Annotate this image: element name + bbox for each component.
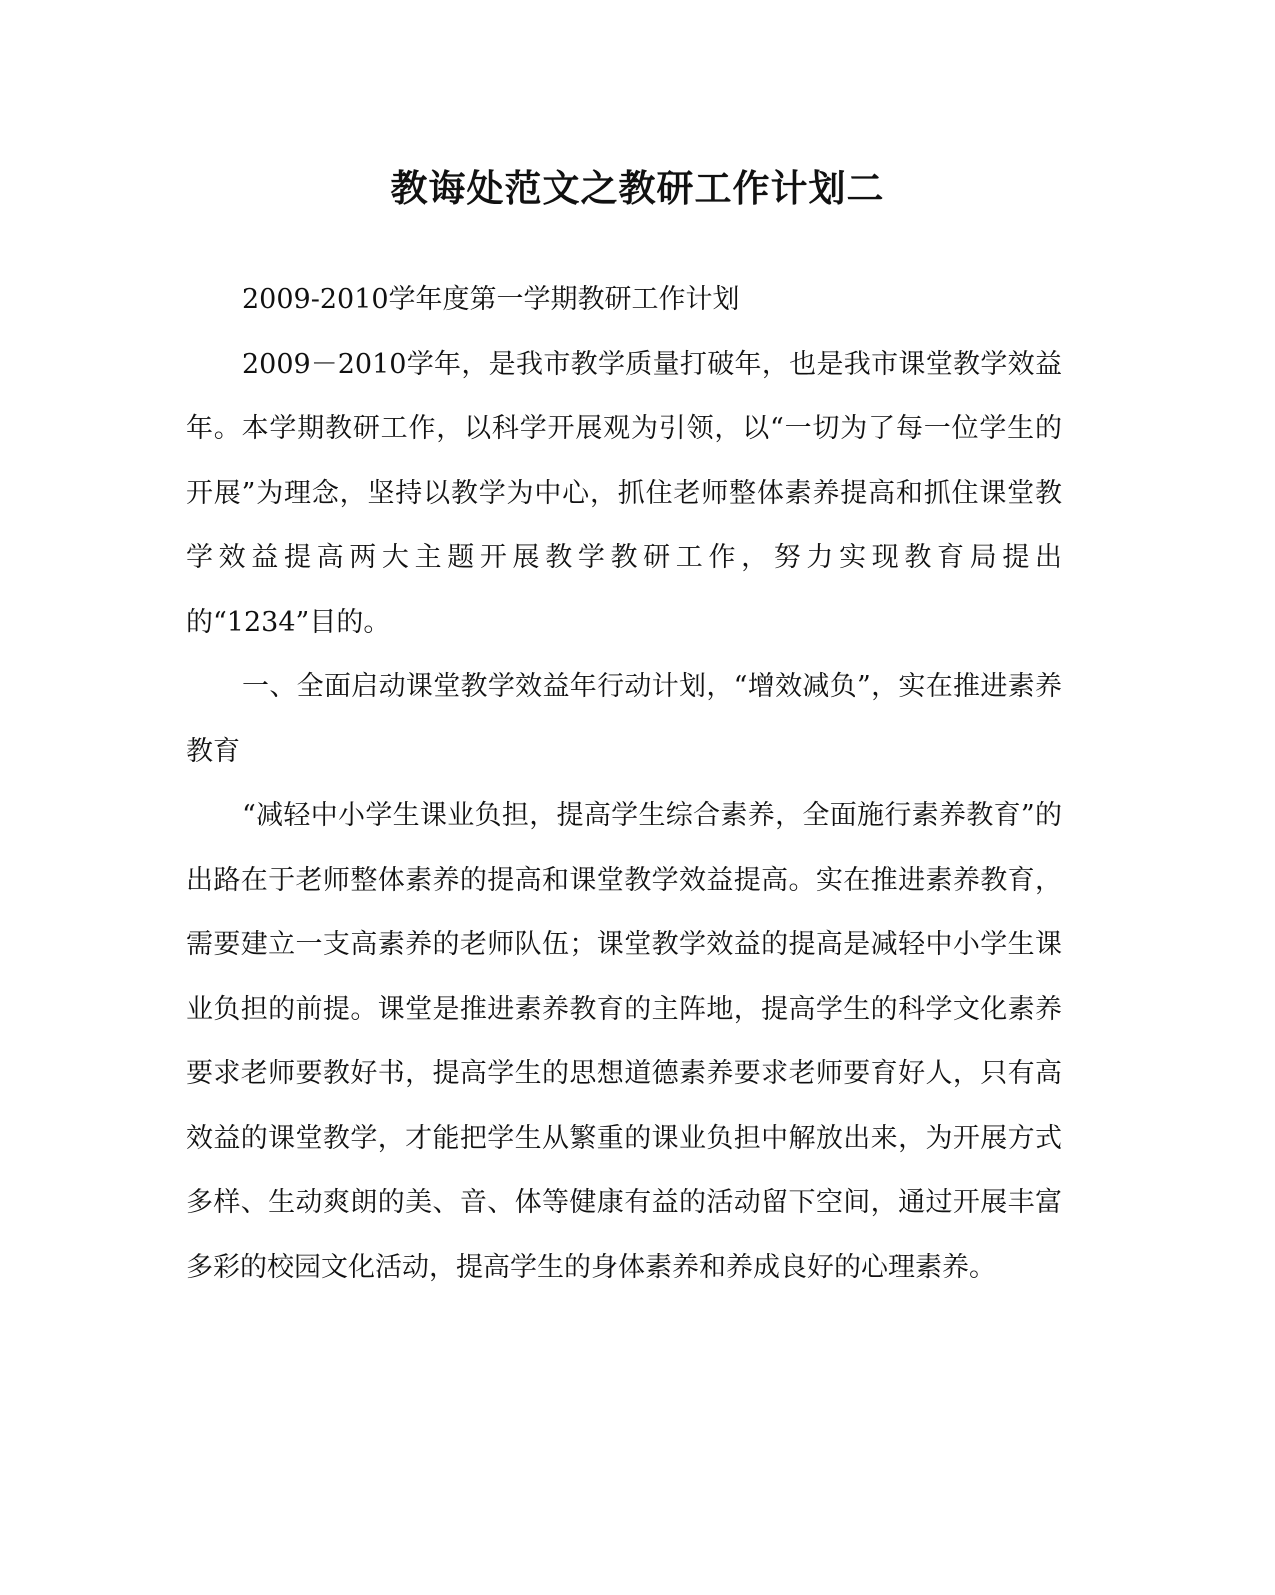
- paragraph-body: “减轻中小学生课业负担，提高学生综合素养，全面施行素养教育”的出路在于老师整体素养的提高和课堂教学效益提高。实在推进素养教育，需要建立一支高素养的老师队伍；课堂教学效益的提高是减轻中小学生课业负担的前提。课堂是推进素养教育的主阵地，提高学生的科学文化素养要求老师要教好书，提高学生的思想道德素养要求老师要育好人，只有高效益的课堂教学，才能把学生从繁重的课业负担中解放出来，为开展方式多样、生动爽朗的美、音、体等健康有益的活动留下空间，通过开展丰富多彩的校园文化活动，提高学生的身体素养和养成良好的心理素养。: [186, 800, 1062, 1283]
- paragraph-subtitle: 2009-2010学年度第一学期教研工作计划: [242, 284, 740, 315]
- paragraph-section-heading: 一、全面启动课堂教学效益年行动计划，“增效减负”，实在推进素养教育: [186, 671, 1062, 767]
- document-title: 教诲处范文之教研工作计划二: [390, 166, 885, 210]
- document-body: [186, 268, 1062, 1300]
- paragraph-intro: 2009－2010学年，是我市教学质量打破年，也是我市课堂教学效益年。本学期教研工作，以科学开展观为引领，以“一切为了每一位学生的开展”为理念，坚持以教学为中心，抓住老师整体素养提高和抓住课堂教学效益提高两大主题开展教学教研工作，努力实现教育局提出的“1234”目的。: [186, 348, 1062, 638]
